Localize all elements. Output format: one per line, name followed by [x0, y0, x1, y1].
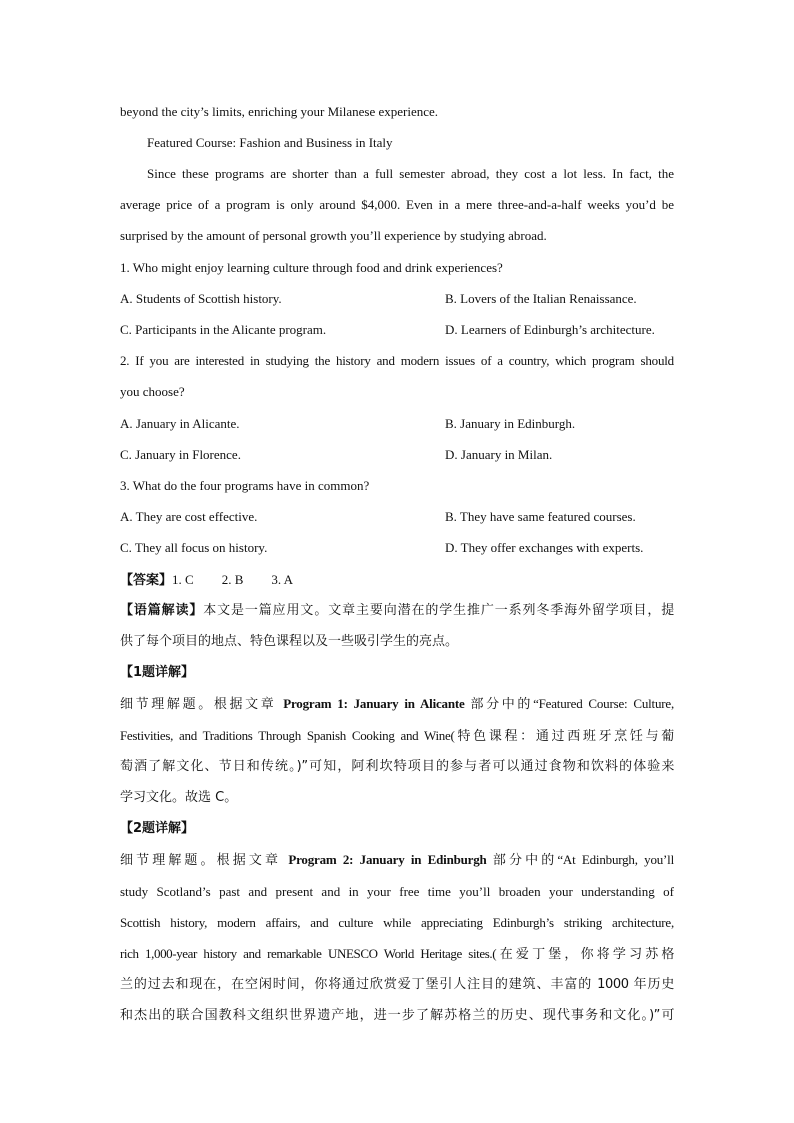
- q1-detail-quote: 部分中的“Featured Course: Culture,: [464, 696, 674, 711]
- q1-detail-heading: 【1题详解】: [120, 665, 195, 680]
- passage-line: beyond the city’s limits, enriching your Milanese experience.: [120, 104, 439, 119]
- option-a: A. January in Alicante.: [120, 416, 240, 431]
- q2-detail-heading: 【2题详解】: [120, 821, 195, 836]
- answer-3: 3. A: [271, 572, 294, 587]
- question-stem: 1. Who might enjoy learning culture through food and drink experiences?: [120, 260, 503, 275]
- option-d: D. January in Milan.: [445, 447, 553, 462]
- option-a: A. They are cost effective.: [120, 509, 258, 524]
- question-stem-cont: you choose?: [120, 384, 185, 399]
- option-b: B. They have same featured courses.: [445, 509, 636, 524]
- answer-line: [120, 572, 293, 589]
- q2-detail-line: Scottish history, modern affairs, and culture while appreciating Edinburgh’s striking architecture,: [120, 915, 674, 930]
- q2-detail-line: 兰的过去和现在，在空闲时间，你将通过欣赏爱丁堡引人注目的建筑、丰富的 1000 年历史: [120, 977, 674, 992]
- q2-program-title: Program 2: January in Edinburgh: [288, 852, 487, 867]
- q2-detail-line: [120, 852, 674, 869]
- q2-detail-intro: 细节理解题。根据文章: [120, 853, 289, 868]
- q1-detail-line: [120, 696, 674, 713]
- option-c: C. They all focus on history.: [120, 540, 268, 555]
- passage-line: average price of a program is only around $4,000. Even in a mere three-and-a-half weeks you’d be: [120, 197, 674, 212]
- option-b: B. Lovers of the Italian Renaissance.: [445, 291, 637, 306]
- q1-detail-line: 萄酒了解文化、节日和传统。)”可知，阿利坎特项目的参与者可以通过食物和饮料的体验来: [120, 759, 674, 774]
- answer-1: 1. C: [172, 572, 194, 587]
- q1-detail-intro: 细节理解题。根据文章: [120, 697, 284, 712]
- q2-detail-quote: 部分中的“At Edinburgh, you’ll: [486, 852, 674, 867]
- question-stem: 2. If you are interested in studying the history and modern issues of a country, which program should: [120, 353, 674, 368]
- option-c: C. January in Florence.: [120, 447, 241, 462]
- analysis-line: [120, 603, 674, 619]
- q2-detail-line: study Scotland’s past and present and in your free time you’ll broaden your understanding of: [120, 884, 674, 899]
- option-b: B. January in Edinburgh.: [445, 416, 576, 431]
- option-a: A. Students of Scottish history.: [120, 291, 282, 306]
- q2-detail-line: rich 1,000-year history and remarkable UNESCO World Heritage sites.(在爱丁堡，你将学习苏格: [120, 946, 674, 961]
- q1-program-title: Program 1: January in Alicante: [283, 696, 465, 711]
- option-d: D. They offer exchanges with experts.: [445, 540, 644, 555]
- answer-2: 2. B: [221, 572, 244, 587]
- q1-detail-line: Festivities, and Traditions Through Spanish Cooking and Wine(特色课程：通过西班牙烹饪与葡: [120, 728, 674, 743]
- passage-line: surprised by the amount of personal growth you’ll experience by studying abroad.: [120, 228, 547, 243]
- analysis-label: 【语篇解读】: [120, 603, 204, 618]
- question-stem: 3. What do the four programs have in common?: [120, 478, 370, 493]
- option-d: D. Learners of Edinburgh’s architecture.: [445, 322, 655, 337]
- passage-line: Since these programs are shorter than a full semester abroad, they cost a lot less. In fact, the: [147, 166, 674, 181]
- q1-detail-line: 学习文化。故选 C。: [120, 790, 238, 805]
- q2-detail-line: 和杰出的联合国教科文组织世界遗产地，进一步了解苏格兰的历史、现代事务和文化。)”可: [120, 1008, 674, 1023]
- answer-label: 【答案】: [120, 573, 173, 588]
- analysis-text: 本文是一篇应用文。文章主要向潜在的学生推广一系列冬季海外留学项目，提: [203, 603, 674, 618]
- option-c: C. Participants in the Alicante program.: [120, 322, 327, 337]
- analysis-line: 供了每个项目的地点、特色课程以及一些吸引学生的亮点。: [120, 634, 459, 649]
- featured-course-line: Featured Course: Fashion and Business in Italy: [147, 135, 393, 150]
